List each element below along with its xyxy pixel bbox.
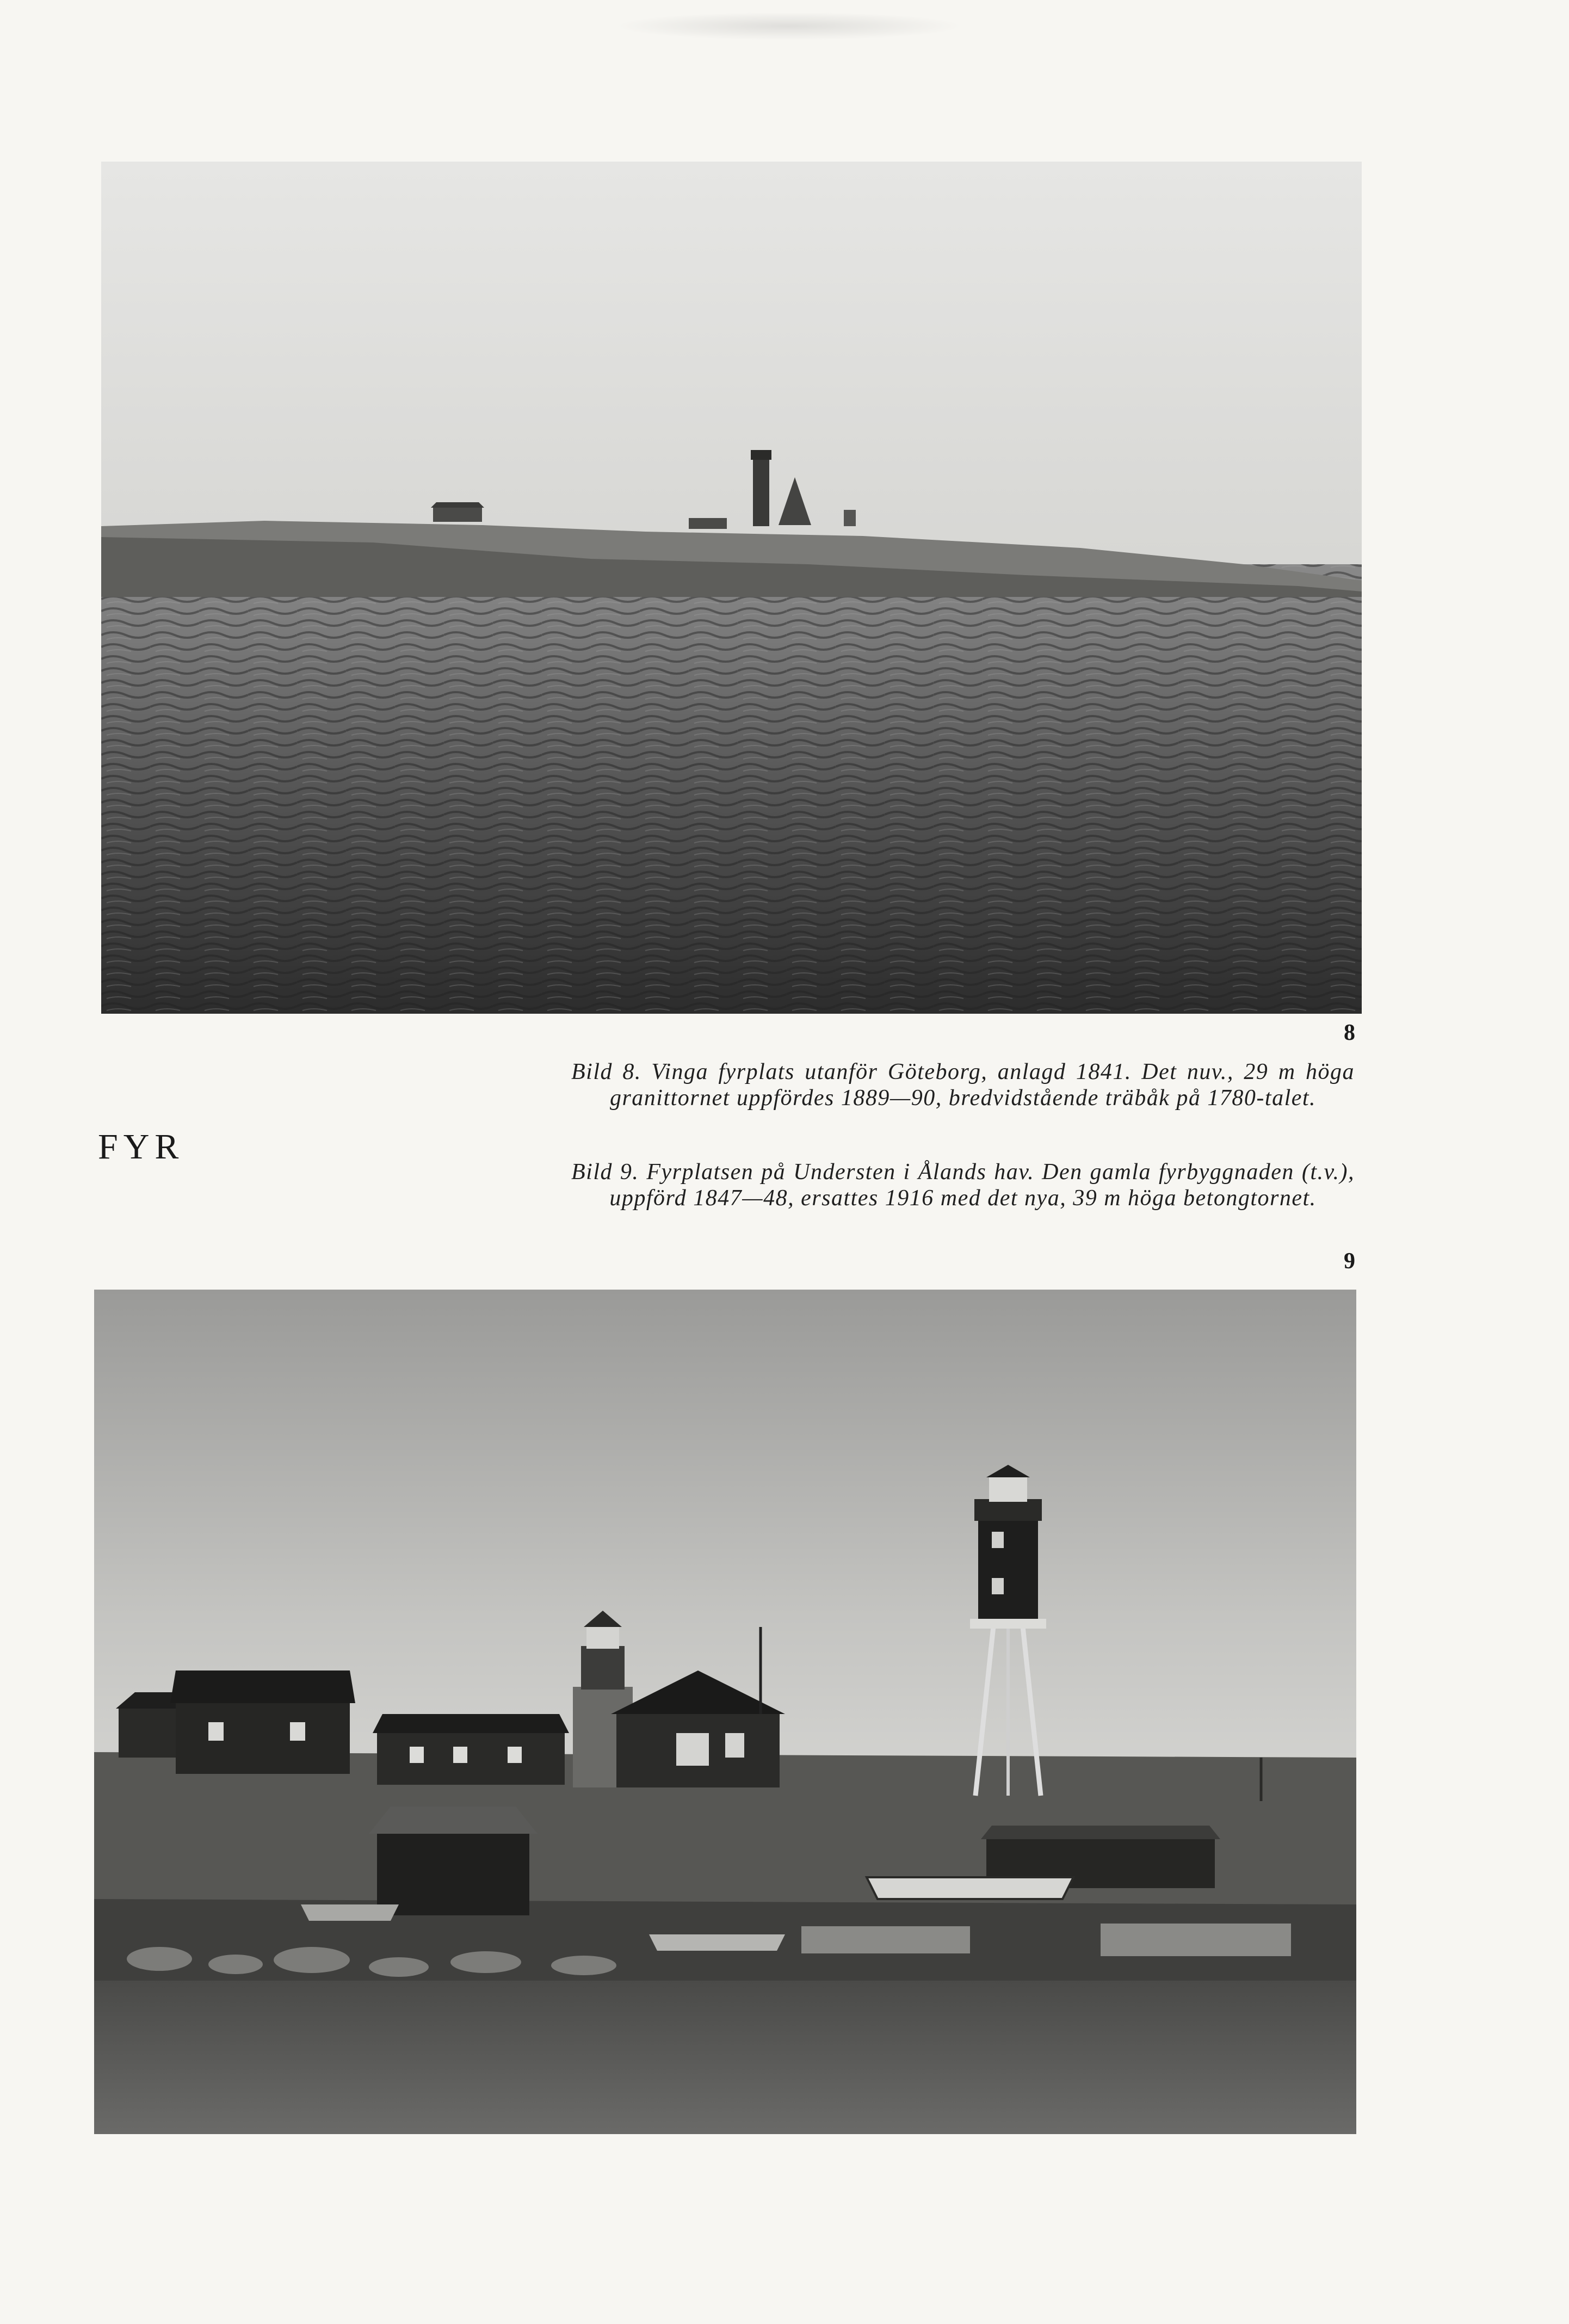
boat-small bbox=[649, 1934, 785, 1951]
boat-large bbox=[867, 1877, 1073, 1899]
caption-plate-8: Bild 8. Vinga fyrplats utanför Göteborg, anlagd 1841. Det nuv., 29 m höga granittornet uppfördes 1889—90, bredvidstående träbåk på 1780-talet. bbox=[571, 1059, 1355, 1111]
jetty-right bbox=[1101, 1924, 1291, 1956]
photo-understen-lighthouse bbox=[94, 1290, 1356, 2134]
boat-left bbox=[301, 1904, 399, 1921]
building-left bbox=[433, 508, 482, 522]
plate-number-8: 8 bbox=[1344, 1020, 1355, 1045]
house-middle bbox=[377, 1733, 565, 1785]
photo-understen-image bbox=[94, 1290, 1356, 2134]
granite-tower bbox=[753, 458, 769, 526]
building-mid bbox=[689, 518, 727, 529]
waves bbox=[101, 564, 1362, 1014]
section-label: FYR bbox=[98, 1127, 184, 1167]
small-tower bbox=[844, 510, 856, 526]
photo-vinga-lighthouse bbox=[101, 162, 1362, 1014]
house-left bbox=[176, 1703, 350, 1774]
boathouse bbox=[377, 1834, 529, 1915]
sky bbox=[101, 162, 1362, 581]
jetty-middle bbox=[801, 1926, 970, 1953]
scan-smudge bbox=[615, 12, 963, 40]
photo-vinga-image bbox=[101, 162, 1362, 1014]
caption-plate-9: Bild 9. Fyrplatsen på Understen i Ålands hav. Den gamla fyrbyggnaden (t.v.), uppförd 1847—48, ersattes 1916 med det nya, 39 m höga betongtornet. bbox=[571, 1160, 1355, 1211]
plate-number-9: 9 bbox=[1344, 1249, 1355, 1274]
water bbox=[94, 1981, 1356, 2134]
